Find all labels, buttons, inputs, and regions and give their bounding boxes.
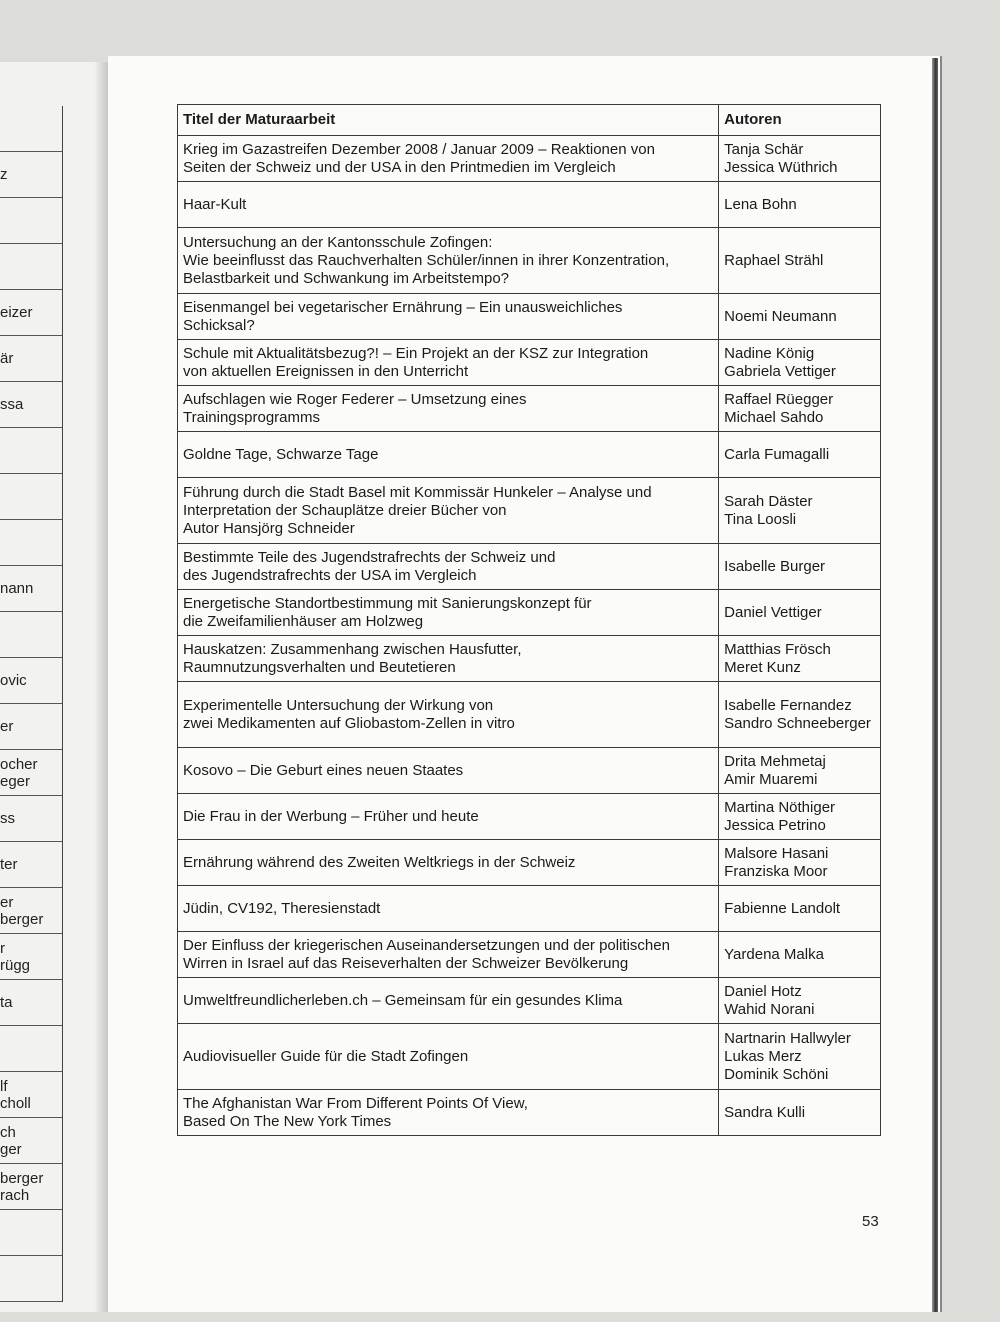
- author-name: Fabienne Landolt: [724, 899, 841, 917]
- left-page-table-fragment: [0, 106, 63, 1302]
- left-page-row: [0, 1118, 62, 1164]
- left-page-row: [0, 474, 62, 520]
- page-number: 53: [862, 1213, 879, 1230]
- cell-authors: [719, 932, 881, 978]
- left-page-row: [0, 520, 62, 566]
- title-line: Aufschlagen wie Roger Federer – Umsetzung eines: [183, 390, 527, 408]
- page-edge: [932, 58, 938, 1312]
- title-line: Wirren in Israel auf das Reiseverhalten der Schweizer Bevölkerung: [183, 954, 629, 972]
- author-name: Tina Loosli: [724, 510, 797, 528]
- title-line: Trainingsprogramms: [183, 408, 320, 426]
- cell-authors: [719, 978, 881, 1024]
- left-page-row: [0, 842, 62, 888]
- cell-title: [178, 478, 719, 544]
- title-line: Belastbarkeit und Schwankung im Arbeitstempo?: [183, 269, 510, 287]
- cell-title: [178, 340, 719, 386]
- author-name: Jessica Wüthrich: [724, 158, 838, 176]
- left-page-fragment-text: z: [0, 166, 8, 183]
- left-page-row: [0, 796, 62, 842]
- cell-authors: [719, 432, 881, 478]
- left-page-fragment-text: r: [0, 939, 5, 957]
- author-name: Noemi Neumann: [724, 307, 837, 325]
- author-name: Raffael Rüegger: [724, 390, 834, 408]
- author-name: Lena Bohn: [724, 195, 797, 213]
- cell-title: [178, 386, 719, 432]
- left-page-fragment-text: ter: [0, 856, 18, 873]
- cell-title: [178, 136, 719, 182]
- left-page-fragment-text: ta: [0, 994, 13, 1011]
- left-page-fragment-text: är: [0, 350, 14, 367]
- left-page-fragment-text: eger: [0, 772, 31, 790]
- left-page-row: [0, 934, 62, 980]
- author-name: Nadine König: [724, 344, 815, 362]
- cell-title: [178, 886, 719, 932]
- cell-title: [178, 748, 719, 794]
- header-title: Titel der Maturaarbeit: [178, 105, 719, 136]
- author-name: Drita Mehmetaj: [724, 752, 826, 770]
- left-page-row: [0, 750, 62, 796]
- left-page-row: [0, 336, 62, 382]
- title-line: Audiovisueller Guide für die Stadt Zofingen: [183, 1047, 469, 1065]
- table-row: [178, 478, 881, 544]
- left-page-fragment-text: ch: [0, 1123, 16, 1141]
- left-page-fragment-text: er: [0, 893, 14, 911]
- left-page-row: [0, 106, 62, 152]
- title-line: Der Einfluss der kriegerischen Auseinandersetzungen und der politischen: [183, 936, 670, 954]
- cell-title: [178, 432, 719, 478]
- left-page-row: [0, 612, 62, 658]
- cell-authors: [719, 182, 881, 228]
- author-name: Carla Fumagalli: [724, 445, 830, 463]
- left-page-fragment-text: berger: [0, 910, 44, 928]
- left-page-fragment-text: ocher: [0, 755, 38, 773]
- cell-title: [178, 682, 719, 748]
- left-page: [0, 62, 108, 1312]
- title-line: Untersuchung an der Kantonsschule Zofingen:: [183, 233, 493, 251]
- spine-shadow: [94, 62, 108, 1312]
- author-name: Sarah Däster: [724, 492, 813, 510]
- cell-authors: [719, 136, 881, 182]
- table-row: [178, 636, 881, 682]
- title-line: Schule mit Aktualitätsbezug?! – Ein Projekt an der KSZ zur Integration: [183, 344, 649, 362]
- author-name: Meret Kunz: [724, 658, 801, 676]
- title-line: die Zweifamilienhäuser am Holzweg: [183, 612, 424, 630]
- maturaarbeit-table: [177, 104, 881, 1136]
- author-name: Matthias Frösch: [724, 640, 831, 658]
- cell-title: [178, 978, 719, 1024]
- title-line: Eisenmangel bei vegetarischer Ernährung – Ein unausweichliches: [183, 298, 623, 316]
- left-page-fragment-text: eizer: [0, 304, 33, 321]
- title-line: Wie beeinflusst das Rauchverhalten Schüler/innen in ihrer Konzentration,: [183, 251, 670, 269]
- author-name: Nartnarin Hallwyler: [724, 1029, 851, 1047]
- table-row: [178, 228, 881, 294]
- cell-authors: [719, 748, 881, 794]
- author-name: Lukas Merz: [724, 1047, 802, 1065]
- table-row: [178, 978, 881, 1024]
- title-line: Experimentelle Untersuchung der Wirkung von: [183, 696, 494, 714]
- left-page-row: [0, 1256, 62, 1302]
- left-page-fragment-text: rach: [0, 1186, 30, 1204]
- author-name: Daniel Hotz: [724, 982, 802, 1000]
- cell-title: [178, 636, 719, 682]
- cell-title: [178, 544, 719, 590]
- left-page-fragment-text: ssa: [0, 396, 24, 413]
- title-line: Hauskatzen: Zusammenhang zwischen Hausfutter,: [183, 640, 522, 658]
- cell-authors: [719, 886, 881, 932]
- cell-authors: [719, 794, 881, 840]
- cell-authors: [719, 636, 881, 682]
- cell-authors: [719, 590, 881, 636]
- left-page-row: [0, 428, 62, 474]
- title-line: Interpretation der Schauplätze dreier Bücher von: [183, 501, 507, 519]
- left-page-row: [0, 658, 62, 704]
- table-body: [178, 136, 881, 1136]
- table-row: [178, 386, 881, 432]
- left-page-row: [0, 244, 62, 290]
- title-line: Goldne Tage, Schwarze Tage: [183, 445, 379, 463]
- author-name: Martina Nöthiger: [724, 798, 836, 816]
- left-page-row: [0, 290, 62, 336]
- author-name: Tanja Schär: [724, 140, 804, 158]
- left-page-row: [0, 1164, 62, 1210]
- left-page-row: [0, 566, 62, 612]
- author-name: Malsore Hasani: [724, 844, 829, 862]
- title-line: Energetische Standortbestimmung mit Sanierungskonzept für: [183, 594, 592, 612]
- author-name: Daniel Vettiger: [724, 603, 822, 621]
- author-name: Dominik Schöni: [724, 1065, 829, 1083]
- left-page-fragment-text: ovic: [0, 672, 27, 689]
- cell-authors: [719, 386, 881, 432]
- table-row: [178, 432, 881, 478]
- author-name: Franziska Moor: [724, 862, 828, 880]
- left-page-fragment-text: er: [0, 718, 14, 735]
- title-line: Autor Hansjörg Schneider: [183, 519, 355, 537]
- title-line: Seiten der Schweiz und der USA in den Printmedien im Vergleich: [183, 158, 616, 176]
- table-row: [178, 136, 881, 182]
- cell-title: [178, 294, 719, 340]
- cell-title: [178, 840, 719, 886]
- table-row: [178, 932, 881, 978]
- title-line: Die Frau in der Werbung – Früher und heute: [183, 807, 479, 825]
- title-line: Bestimmte Teile des Jugendstrafrechts der Schweiz und: [183, 548, 556, 566]
- title-line: Umweltfreundlicherleben.ch – Gemeinsam für ein gesundes Klima: [183, 991, 623, 1009]
- cell-title: [178, 228, 719, 294]
- author-name: Amir Muaremi: [724, 770, 818, 788]
- left-page-row: [0, 382, 62, 428]
- author-name: Michael Sahdo: [724, 408, 824, 426]
- left-page-fragment-text: ss: [0, 810, 15, 827]
- title-line: Ernährung während des Zweiten Weltkriegs in der Schweiz: [183, 853, 576, 871]
- title-line: Jüdin, CV192, Theresienstadt: [183, 899, 381, 917]
- cell-title: [178, 590, 719, 636]
- table-row: [178, 886, 881, 932]
- left-page-fragment-text: ger: [0, 1140, 22, 1158]
- title-line: Based On The New York Times: [183, 1112, 392, 1130]
- table-row: [178, 294, 881, 340]
- left-page-row: [0, 704, 62, 750]
- title-line: Kosovo – Die Geburt eines neuen Staates: [183, 761, 464, 779]
- cell-authors: [719, 682, 881, 748]
- title-line: Krieg im Gazastreifen Dezember 2008 / Januar 2009 – Reaktionen von: [183, 140, 655, 158]
- cell-title: [178, 182, 719, 228]
- table-header-row: [178, 105, 881, 136]
- table-row: [178, 794, 881, 840]
- left-page-fragment-text: rügg: [0, 956, 31, 974]
- left-page-row: [0, 1072, 62, 1118]
- title-line: des Jugendstrafrechts der USA im Vergleich: [183, 566, 477, 584]
- author-name: Sandra Kulli: [724, 1103, 806, 1121]
- left-page-fragment-text: lf: [0, 1077, 8, 1095]
- title-line: Haar-Kult: [183, 195, 247, 213]
- left-page-row: [0, 888, 62, 934]
- table-row: [178, 840, 881, 886]
- left-page-row: [0, 152, 62, 198]
- left-page-row: [0, 198, 62, 244]
- left-page-row: [0, 1026, 62, 1072]
- author-name: Raphael Strähl: [724, 251, 824, 269]
- author-name: Sandro Schneeberger: [724, 714, 871, 732]
- cell-authors: [719, 340, 881, 386]
- cell-authors: [719, 228, 881, 294]
- cell-authors: [719, 544, 881, 590]
- author-name: Isabelle Burger: [724, 557, 826, 575]
- left-page-fragment-text: nann: [0, 580, 34, 597]
- cell-authors: [719, 294, 881, 340]
- left-page-fragment-text: choll: [0, 1094, 31, 1112]
- header-authors: Autoren: [719, 105, 881, 136]
- title-line: von aktuellen Ereignissen in den Unterricht: [183, 362, 469, 380]
- title-line: Schicksal?: [183, 316, 255, 334]
- cell-title: [178, 1024, 719, 1090]
- table-row: [178, 1090, 881, 1136]
- table-row: [178, 544, 881, 590]
- author-name: Jessica Petrino: [724, 816, 826, 834]
- title-line: The Afghanistan War From Different Points Of View,: [183, 1094, 528, 1112]
- cell-title: [178, 1090, 719, 1136]
- author-name: Isabelle Fernandez: [724, 696, 852, 714]
- table-row: [178, 590, 881, 636]
- cell-title: [178, 794, 719, 840]
- cell-authors: [719, 478, 881, 544]
- title-line: zwei Medikamenten auf Gliobastom-Zellen in vitro: [183, 714, 515, 732]
- author-name: Yardena Malka: [724, 945, 824, 963]
- table-row: [178, 748, 881, 794]
- left-page-fragment-text: berger: [0, 1169, 44, 1187]
- table-row: [178, 340, 881, 386]
- cell-authors: [719, 1090, 881, 1136]
- title-line: Raumnutzungsverhalten und Beutetieren: [183, 658, 456, 676]
- cell-title: [178, 932, 719, 978]
- table-row: [178, 1024, 881, 1090]
- cell-authors: [719, 840, 881, 886]
- left-page-row: [0, 980, 62, 1026]
- author-name: Wahid Norani: [724, 1000, 815, 1018]
- author-name: Gabriela Vettiger: [724, 362, 836, 380]
- cell-authors: [719, 1024, 881, 1090]
- table-row: [178, 682, 881, 748]
- table-row: [178, 182, 881, 228]
- left-page-row: [0, 1210, 62, 1256]
- title-line: Führung durch die Stadt Basel mit Kommissär Hunkeler – Analyse und: [183, 483, 652, 501]
